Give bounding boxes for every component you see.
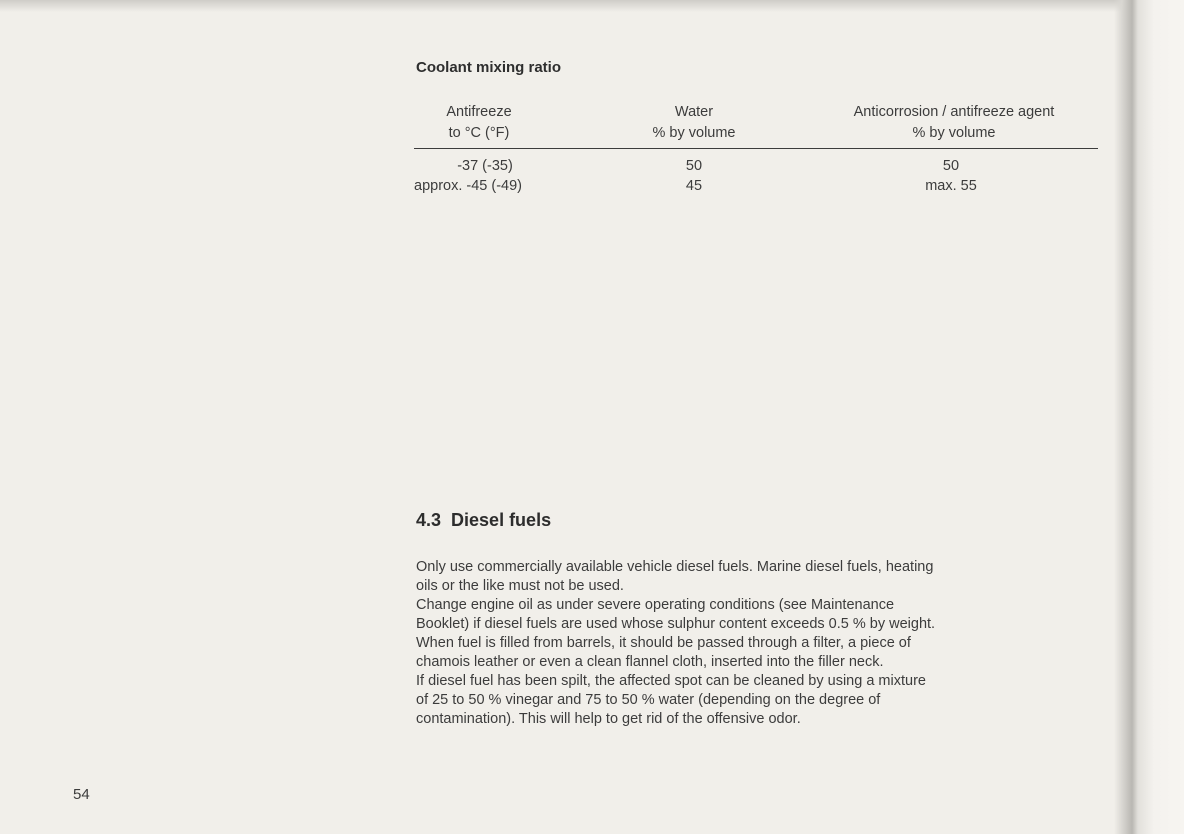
- cell-agent: max. 55: [925, 178, 977, 194]
- coolant-table-body: [414, 158, 1098, 198]
- header-water-line2: % by volume: [652, 125, 736, 141]
- diesel-section-title: [416, 510, 551, 531]
- paragraph-line: oils or the like must not be used.: [416, 578, 624, 594]
- diesel-paragraph: [416, 558, 1106, 729]
- coolant-table: [414, 100, 1098, 198]
- header-agent-line2: % by volume: [912, 125, 996, 141]
- page-number: 54: [73, 786, 90, 803]
- coolant-heading: Coolant mixing ratio: [416, 59, 562, 76]
- paragraph-line: of 25 to 50 % vinegar and 75 to 50 % water (depending on the degree of: [416, 692, 881, 708]
- paragraph-line: If diesel fuel has been spilt, the affected spot can be cleaned by using a mixture: [416, 673, 926, 689]
- header-agent: [814, 102, 1094, 144]
- header-water-line1: Water: [674, 104, 714, 120]
- paragraph-line: chamois leather or even a clean flannel cloth, inserted into the filler neck.: [416, 654, 884, 670]
- table-row: [414, 158, 1098, 178]
- coolant-table-header: [414, 100, 1098, 149]
- table-row: [414, 178, 1098, 198]
- cell-agent: 50: [942, 158, 960, 174]
- paragraph-line: Only use commercially available vehicle diesel fuels. Marine diesel fuels, heating: [416, 559, 934, 575]
- paragraph-line: Booklet) if diesel fuels are used whose sulphur content exceeds 0.5 % by weight.: [416, 616, 936, 632]
- header-antifreeze-line2: to °C (°F): [448, 125, 510, 141]
- section-number: 4.3: [416, 510, 442, 530]
- header-agent-line1: Anticorrosion / antifreeze agent: [853, 104, 1055, 120]
- paragraph-line: contamination). This will help to get rid of the offensive odor.: [416, 711, 801, 727]
- cell-water: 45: [685, 178, 703, 194]
- header-antifreeze-line1: Antifreeze: [446, 104, 512, 120]
- section-title-text: Diesel fuels: [451, 510, 552, 530]
- book-binding-edge: [1114, 0, 1184, 834]
- paragraph-line: When fuel is filled from barrels, it should be passed through a filter, a piece of: [416, 635, 911, 651]
- header-water: [589, 102, 799, 144]
- page-top-shadow: [0, 0, 1184, 12]
- cell-water: 50: [685, 158, 703, 174]
- header-antifreeze: [414, 102, 544, 144]
- paragraph-line: Change engine oil as under severe operating conditions (see Maintenance: [416, 597, 895, 613]
- cell-antifreeze: approx. -45 (-49): [414, 178, 522, 194]
- cell-antifreeze: -37 (-35): [457, 158, 513, 174]
